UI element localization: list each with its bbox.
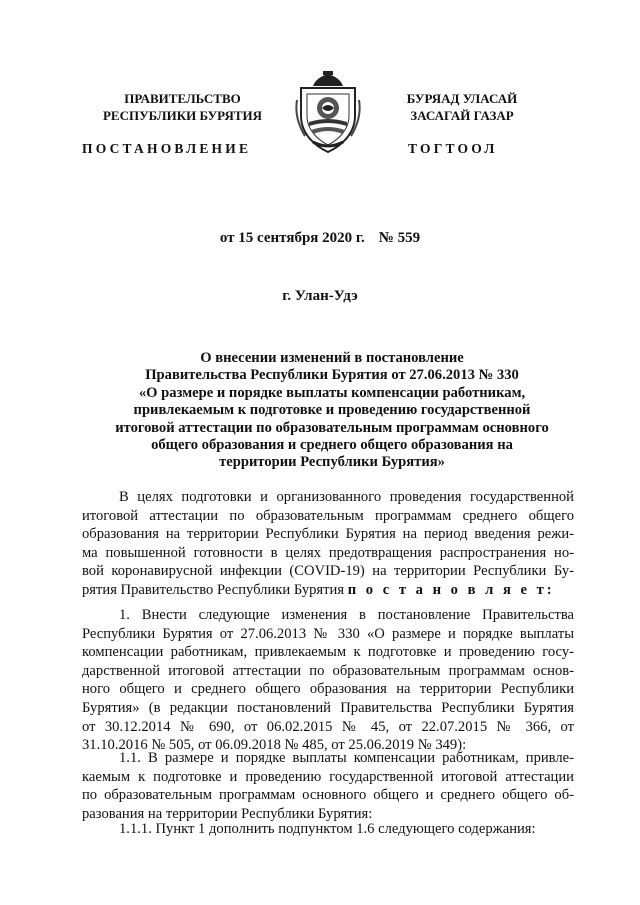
title-line: территории Республики Бурятия» [219,454,445,471]
paragraph-line: от 30.12.2014 № 690, от 06.02.2015 № 45, от 22.07.2015 № 366, от [82,718,574,735]
paragraph-line: рятия Правительство Республики Бурятия [82,581,345,598]
paragraph-line: дарственной итоговой аттестации по образовательным программам основ- [82,662,574,679]
header-left-line2: РЕСПУБЛИКИ БУРЯТИЯ [102,108,263,123]
title-line: привлекаемым к подготовке и проведению государственной [133,402,531,419]
document-title [82,350,582,472]
header-right-block [382,90,542,124]
item-1-1-paragraph [82,749,574,823]
paragraph-line: 1.1.1. Пункт 1 дополнить подпунктом 1.6 следующего содержания: [119,821,536,837]
paragraph-line: разования на территории Республики Бурятия: [82,805,373,822]
resolves-keyword: п о с т а н о в л я е т: [347,581,555,598]
title-line: «О размере и порядке выплаты компенсации работникам, [138,384,526,401]
document-date-line [0,230,640,247]
header-right-line2: ЗАСАГАЙ ГАЗАР [410,108,514,123]
paragraph-line: 31.10.2016 № 505, от 06.09.2018 № 485, от 25.06.2019 № 349): [82,737,467,754]
title-line: общего образования и среднего общего образования на [151,437,513,454]
paragraph-line: В целях подготовки и организованного проведения государственной [119,489,574,505]
item-1-paragraph [82,606,574,755]
paragraph-line: образования на территории Республики Бурятия на период введения режи- [82,526,574,543]
paragraph-last-line [82,581,574,600]
paragraph-line: каемым к подготовке и проведению государственной итоговой аттестации [82,768,574,785]
paragraph-line: 1. Внести следующие изменения в постановление Правительства [119,607,574,623]
paragraph-line: 1.1. В размере и порядке выплаты компенсации работникам, привле- [119,750,574,766]
preamble-paragraph [82,488,574,600]
header-left-block [90,90,275,124]
item-1-1-1-paragraph [82,820,574,839]
header-right-line1: БУРЯАД УЛАСАЙ [406,91,518,106]
document-number: № 559 [378,230,421,246]
paragraph-line: итоговой аттестации по образовательным программам среднего общего [82,507,574,524]
title-line: итоговой аттестации по образовательным программам основного [115,419,549,436]
title-line: О внесении изменений в постановление [200,350,464,366]
coat-of-arms-icon [293,70,363,154]
paragraph-line: компенсации работникам, привлекаемым к подготовке и проведению госу- [82,644,574,661]
document-date: от 15 сентября 2020 г. [219,230,365,246]
paragraph-line: Республики Бурятия от 27.06.2013 № 330 «О размере и порядке выплаты [82,625,574,642]
paragraph-line: ного общего и среднего общего образования на территории Республики [82,681,574,698]
document-city: г. Улан-Удэ [282,288,358,304]
header-left-line1: ПРАВИТЕЛЬСТВО [124,91,241,106]
paragraph-line: по образовательным программам основного общего и среднего общего об- [82,787,574,804]
header-left-doctype: ПОСТАНОВЛЕНИЕ [82,141,252,156]
title-line: Правительства Республики Бурятия от 27.06.2013 № 330 [145,367,519,384]
header-right-doctype: ТОГТООЛ [408,141,498,156]
paragraph-line: Бурятия» (в редакции постановлений Правительства Республики Бурятия [82,699,574,716]
paragraph-line: ма повышенной готовности в целях предотвращения распространения но- [82,544,574,561]
paragraph-line: вой коронавирусной инфекции (COVID-19) на территории Республики Бу- [82,563,574,580]
